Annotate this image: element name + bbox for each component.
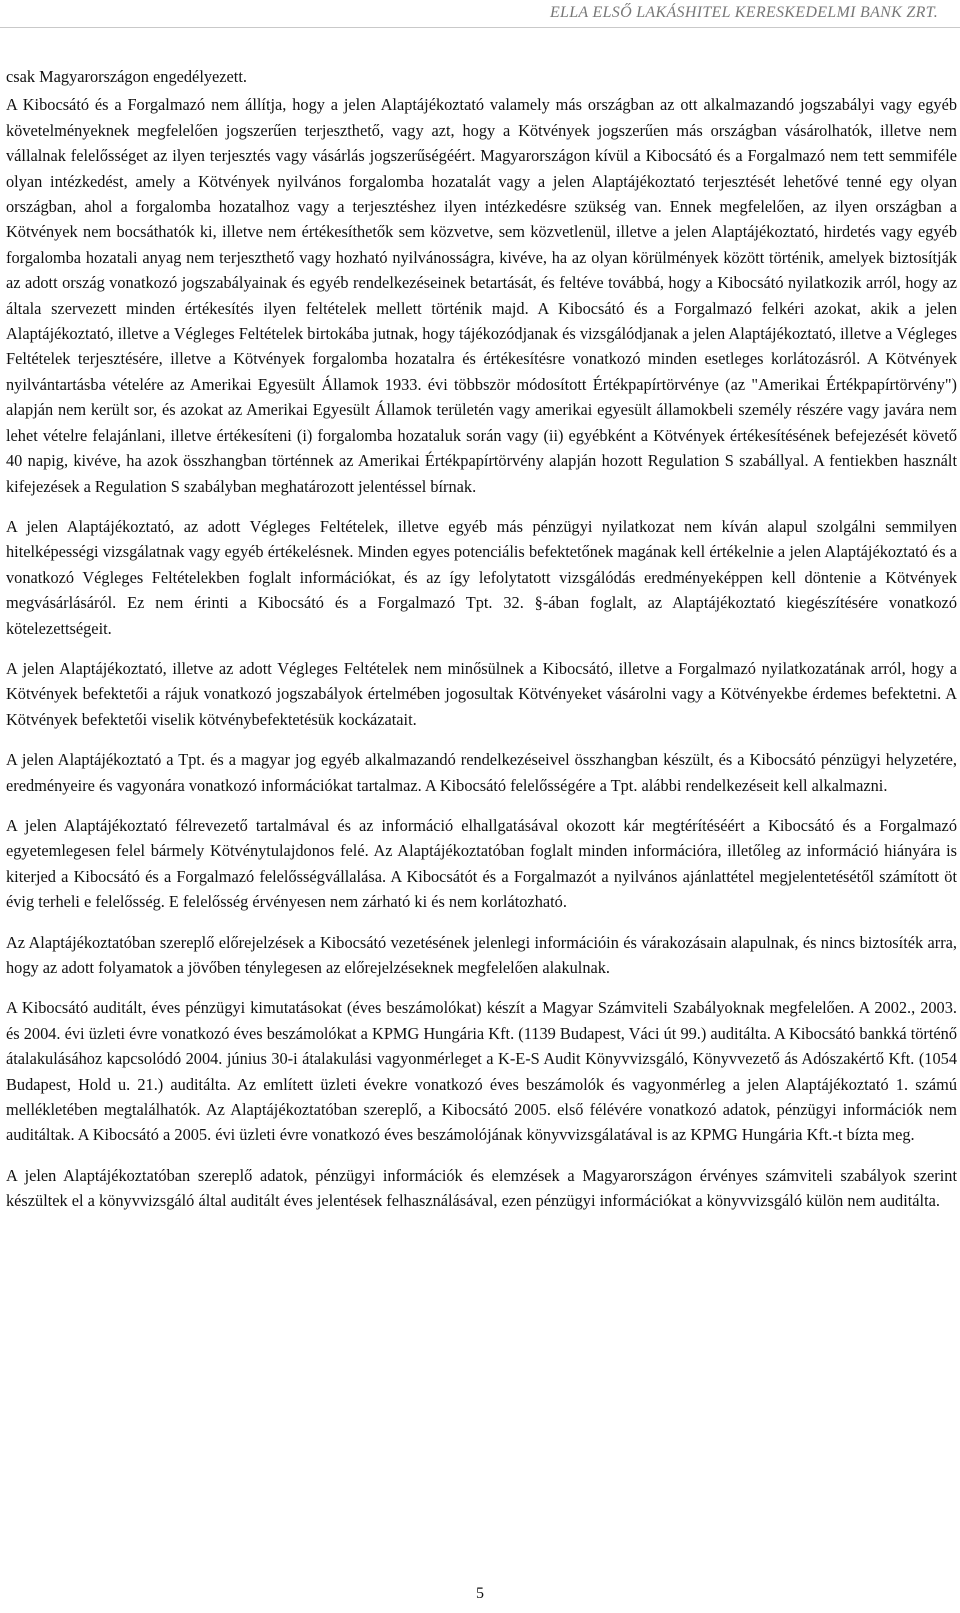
paragraph-financial-information: A jelen Alaptájékoztatóban szereplő adatok, pénzügyi információk és elemzések a Magyarországon érvényes számviteli szabályok szerint készültek el a könyvvizsgáló által auditált éves jelentések felhasználásával, ezen pénzügyi információkat a könyvvizsgáló külön nem auditálta. — [6, 1165, 957, 1211]
paragraph-audited-statements: A Kibocsátó auditált, éves pénzügyi kimutatásokat (éves beszámolókat) készít a Magyar Számviteli Szabályoknak megfelelően. A 2002., 2003. és 2004. évi üzleti évre vonatkozó éves beszámolókat a KPMG Hungária Kft. (1139 Budapest, Váci út 99.) auditálta. A Kibocsátó bankká történő átalakulásához kapcsolódó 2004. június 30-i átalakulási vagyonmérleget a K-E-S Audit Könyvvizsgáló, Könyvvezető ás Adószakértő Kft. (1054 Budapest, Hold u. 21.) auditálta. Az említett üzleti évekre vonatkozó éves beszámolók és vagyonmérleg a jelen Alaptájékoztató 1. számú mellékletében megtalálhatók. Az Alaptájékoztatóban szereplő, a Kibocsátó 2005. első félévére vonatkozó adatok, pénzügyi információk nem auditáltak. A Kibocsátó a 2005. évi üzleti évre vonatkozó éves beszámolójának könyvvizsgálatával is az KPMG Hungária Kft.-t bízta meg. — [6, 998, 957, 1145]
paragraph-investor-eligibility: A jelen Alaptájékoztató, illetve az adott Végleges Feltételek nem minősülnek a Kibocsátó, illetve a Forgalmazó nyilatkozatának arról, hogy a Kötvények befektetői a rájuk vonatkozó jogszabályok értelmében jogosultak Kötvényeket vásárolni vagy a Kötvényekbe érdemes befektetni. A Kötvények befektetői viselik kötvénybefektetésük kockázatait. — [6, 658, 957, 729]
paragraph-no-credit-evaluation: A jelen Alaptájékoztató, az adott Végleges Feltételek, illetve egyéb más pénzügyi nyilatkozat nem kíván alapul szolgálni semmilyen hitelképességi vizsgálatnak vagy egyéb értékelésnek. Minden egyes potenciális befektetőnek magának kell értékelnie a jelen Alaptájékoztató és a vonatkozó Végleges Feltételekben foglalt információkat, és az így lefolytatott vizsgálódás eredményeképpen kell döntenie a Kötvények megvásárlásáról. Ez nem érinti a Kibocsátó és a Forgalmazó Tpt. 32. §-ában foglalt, az Alaptájékoztató kiegészítésére vonatkozó kötelezettségeit. — [6, 516, 957, 638]
page-number: 5 — [476, 1585, 484, 1602]
header-divider — [0, 27, 960, 28]
paragraph-forward-looking: Az Alaptájékoztatóban szereplő előrejelzések a Kibocsátó vezetésének jelenlegi információin és várakozásain alapulnak, és nincs biztosíték arra, hogy az adott folyamatok a jövőben ténylegesen az előrejelzéseknek megfelelően alakulnak. — [6, 932, 957, 977]
paragraph-legal-basis: A jelen Alaptájékoztató a Tpt. és a magyar jog egyéb alkalmazandó rendelkezéseivel összhangban készült, és a Kibocsátó pénzügyi helyzetére, eredményeire és vagyonára vonatkozó információkat tartalmaz. A Kibocsátó felelősségére a Tpt. alábbi rendelkezéseit kell alkalmazni. — [6, 750, 957, 795]
document-body — [6, 64, 957, 1229]
running-header: ELLA ELSŐ LAKÁSHITEL KERESKEDELMI BANK ZRT. — [549, 4, 938, 21]
paragraph-liability: A jelen Alaptájékoztató félrevezető tartalmával és az információ elhallgatásával okozott kár megtérítéséért a Kibocsátó és a Forgalmazó egyetemlegesen felel bármely Kötvénytulajdonos felé. Az Alaptájékoztatóban foglalt minden információra, illetőleg az információ hiányára is kiterjed a Kibocsátó és a Forgalmazó felelősségvállalása. A Kibocsátót és a Forgalmazót a nyilvános ajánlattétel megjelentetésétől számított öt évig terheli e felelősség. E felelősség érvényesen nem zárható ki és nem korlátozható. — [6, 815, 957, 912]
paragraph-continuation: csak Magyarországon engedélyezett. — [6, 67, 247, 86]
paragraph-distribution-restrictions: A Kibocsátó és a Forgalmazó nem állítja, hogy a jelen Alaptájékoztató valamely más országban az ott alkalmazandó jogszabályi vagy egyéb követelményeknek megfelelően jogszerűen terjeszthető, vagy azt, hogy a Kötvények jogszerűen más országban vásárolhatók, illetve nem vállalnak felelősséget az ilyen terjesztés vagy vásárlás jogszerűségéért. Magyarországon kívül a Kibocsátó és a Forgalmazó nem tett semmiféle olyan intézkedést, amely a Kötvények nyilvános forgalomba hozatalát vagy a jelen Alaptájékoztató terjesztését lehetővé tenné egy olyan országban, ahol a forgalomba hozatalhoz vagy a terjesztéshez ilyen intézkedésre szükség van. Ennek megfelelően, az ilyen országban a Kötvények nem bocsáthatók ki, illetve nem értékesíthetők sem közvetve, sem közvetlenül, illetve a jelen Alaptájékoztató, hirdetés vagy egyéb forgalomba hozatali anyag nem terjeszthető vagy hozható nyilvánosságra, kivéve, ha az olyan körülmények között történik, amelyek biztosítják az adott ország vonatkozó jogszabályainak és egyéb rendelkezéseinek betartását, és feltéve továbbá, hogy a Kibocsátó nyilatkozik arról, hogy az általa szervezett minden értékesítés ilyen feltételek mellett történik majd. A Kibocsátó és a Forgalmazó felkéri azokat, akik a jelen Alaptájékoztató, illetve a Végleges Feltételek birtokába jutnak, hogy tájékozódjanak és vizsgálódjanak a jelen Alaptájékoztató, illetve a Végleges Feltételek terjesztésére, illetve a Kötvények forgalomba hozatalra és értékesítésre vonatkozó minden esetleges korlátozásról. A Kötvények nyilvántartásba vételére az Amerikai Egyesült Államok 1933. évi többször módosított Értékpapírtörvénye (az "Amerikai Értékpapírtörvény") alapján nem került sor, és azokat az Amerikai Egyesült Államok területén vagy amerikai egyesült államokbeli személy részére vagy javára nem lehet vételre felajánlani, illetve értékesíteni (i) forgalomba hozataluk során vagy (ii) egyébként a Kötvények értékesítésének befejezését követő 40 napig, kivéve, ha azok összhangban történnek az Amerikai Értékpapírtörvény alapján hozott Regulation S szabállyal. A fentiekben használt kifejezések a Regulation S szabályban meghatározott jelentéssel bírnak. — [6, 95, 957, 496]
